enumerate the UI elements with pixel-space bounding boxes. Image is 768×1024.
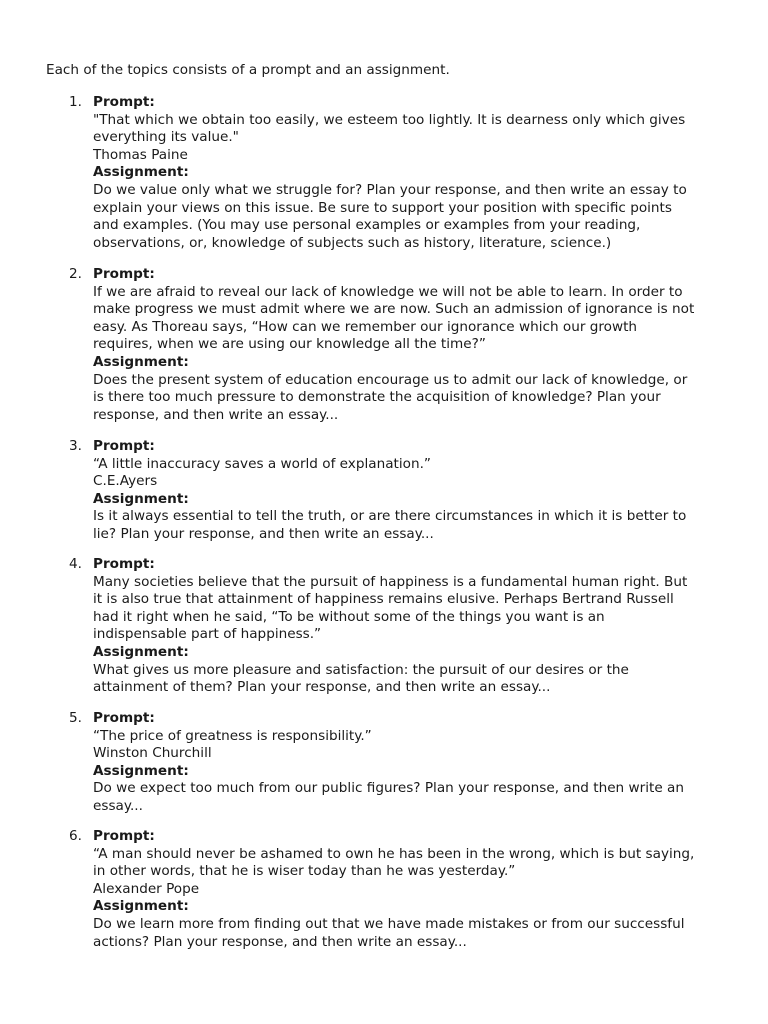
prompt-label: Prompt: bbox=[93, 556, 155, 572]
topic-line: “A man should never be ashamed to own he has been in the wrong, which is but saying, bbox=[93, 845, 695, 862]
topic-line: make progress we must admit where we are now. Such an admission of ignorance is not bbox=[93, 301, 695, 318]
topic-line: and examples. (You may use personal examples or examples from your reading, bbox=[93, 217, 641, 234]
topic-body bbox=[93, 438, 753, 544]
topic-line: Do we learn more from finding out that we have made mistakes or from our successful bbox=[93, 915, 685, 932]
topic-number: 5. bbox=[69, 710, 82, 726]
topic-line: C.E.Ayers bbox=[93, 473, 158, 490]
topic-line: it is also true that attainment of happiness remains elusive. Perhaps Bertrand Russell bbox=[93, 591, 674, 608]
topic-line: Does the present system of education encourage us to admit our lack of knowledge, or bbox=[93, 371, 688, 388]
topic-number: 3. bbox=[69, 438, 82, 454]
topic-number: 6. bbox=[69, 828, 82, 844]
topic-line: attainment of them? Plan your response, and then write an essay... bbox=[93, 679, 551, 696]
assignment-label: Assignment: bbox=[93, 353, 189, 370]
prompt-label: Prompt: bbox=[93, 266, 155, 282]
topic-body bbox=[93, 94, 753, 252]
prompt-label: Prompt: bbox=[93, 828, 155, 844]
assignment-label: Assignment: bbox=[93, 898, 189, 915]
prompt-label: Prompt: bbox=[93, 94, 155, 110]
topic-line: in other words, that he is wiser today than he was yesterday.” bbox=[93, 863, 516, 880]
intro-text: Each of the topics consists of a prompt and an assignment. bbox=[46, 62, 450, 78]
topic-line: actions? Plan your response, and then write an essay... bbox=[93, 933, 467, 950]
topic-line: lie? Plan your response, and then write an essay... bbox=[93, 525, 434, 542]
assignment-label: Assignment: bbox=[93, 490, 189, 507]
topic-line: had it right when he said, “To be without some of the things you want is an bbox=[93, 608, 605, 625]
assignment-label: Assignment: bbox=[93, 643, 189, 660]
topic-line: essay... bbox=[93, 797, 143, 814]
topic-line: indispensable part of happiness.” bbox=[93, 626, 322, 643]
topic-number: 4. bbox=[69, 556, 82, 572]
topic-line: Is it always essential to tell the truth, or are there circumstances in which it is better to bbox=[93, 508, 687, 525]
topic-line: What gives us more pleasure and satisfaction: the pursuit of our desires or the bbox=[93, 661, 629, 678]
topic-body bbox=[93, 710, 753, 816]
prompt-label: Prompt: bbox=[93, 710, 155, 726]
topic-line: response, and then write an essay... bbox=[93, 406, 339, 423]
topic-line: requires, when we are using our knowledge all the time?” bbox=[93, 336, 486, 353]
topic-line: Alexander Pope bbox=[93, 880, 200, 897]
topic-line: Winston Churchill bbox=[93, 745, 212, 762]
topic-line: Thomas Paine bbox=[93, 146, 188, 163]
topic-body bbox=[93, 556, 753, 697]
topic-line: explain your views on this issue. Be sure to support your position with specific points bbox=[93, 199, 672, 216]
assignment-label: Assignment: bbox=[93, 762, 189, 779]
topic-body bbox=[93, 828, 753, 951]
topic-line: Many societies believe that the pursuit of happiness is a fundamental human right. But bbox=[93, 573, 688, 590]
topic-line: easy. As Thoreau says, “How can we remember our ignorance which our growth bbox=[93, 318, 638, 335]
prompt-label: Prompt: bbox=[93, 438, 155, 454]
topic-line: is there too much pressure to demonstrate the acquisition of knowledge? Plan your bbox=[93, 389, 661, 406]
topic-line: everything its value." bbox=[93, 129, 239, 146]
topic-line: observations, or, knowledge of subjects such as history, literature, science.) bbox=[93, 234, 612, 251]
topic-line: “The price of greatness is responsibility.” bbox=[93, 727, 372, 744]
topic-line: "That which we obtain too easily, we esteem too lightly. It is dearness only which gives bbox=[93, 111, 686, 128]
topic-number: 1. bbox=[69, 94, 82, 110]
assignment-label: Assignment: bbox=[93, 164, 189, 181]
topic-line: Do we expect too much from our public figures? Plan your response, and then write an bbox=[93, 780, 684, 797]
topic-line: Do we value only what we struggle for? Plan your response, and then write an essay to bbox=[93, 181, 687, 198]
topic-body bbox=[93, 266, 753, 424]
topic-line: If we are afraid to reveal our lack of knowledge we will not be able to learn. In order to bbox=[93, 283, 683, 300]
topic-line: “A little inaccuracy saves a world of explanation.” bbox=[93, 455, 431, 472]
topic-number: 2. bbox=[69, 266, 82, 282]
